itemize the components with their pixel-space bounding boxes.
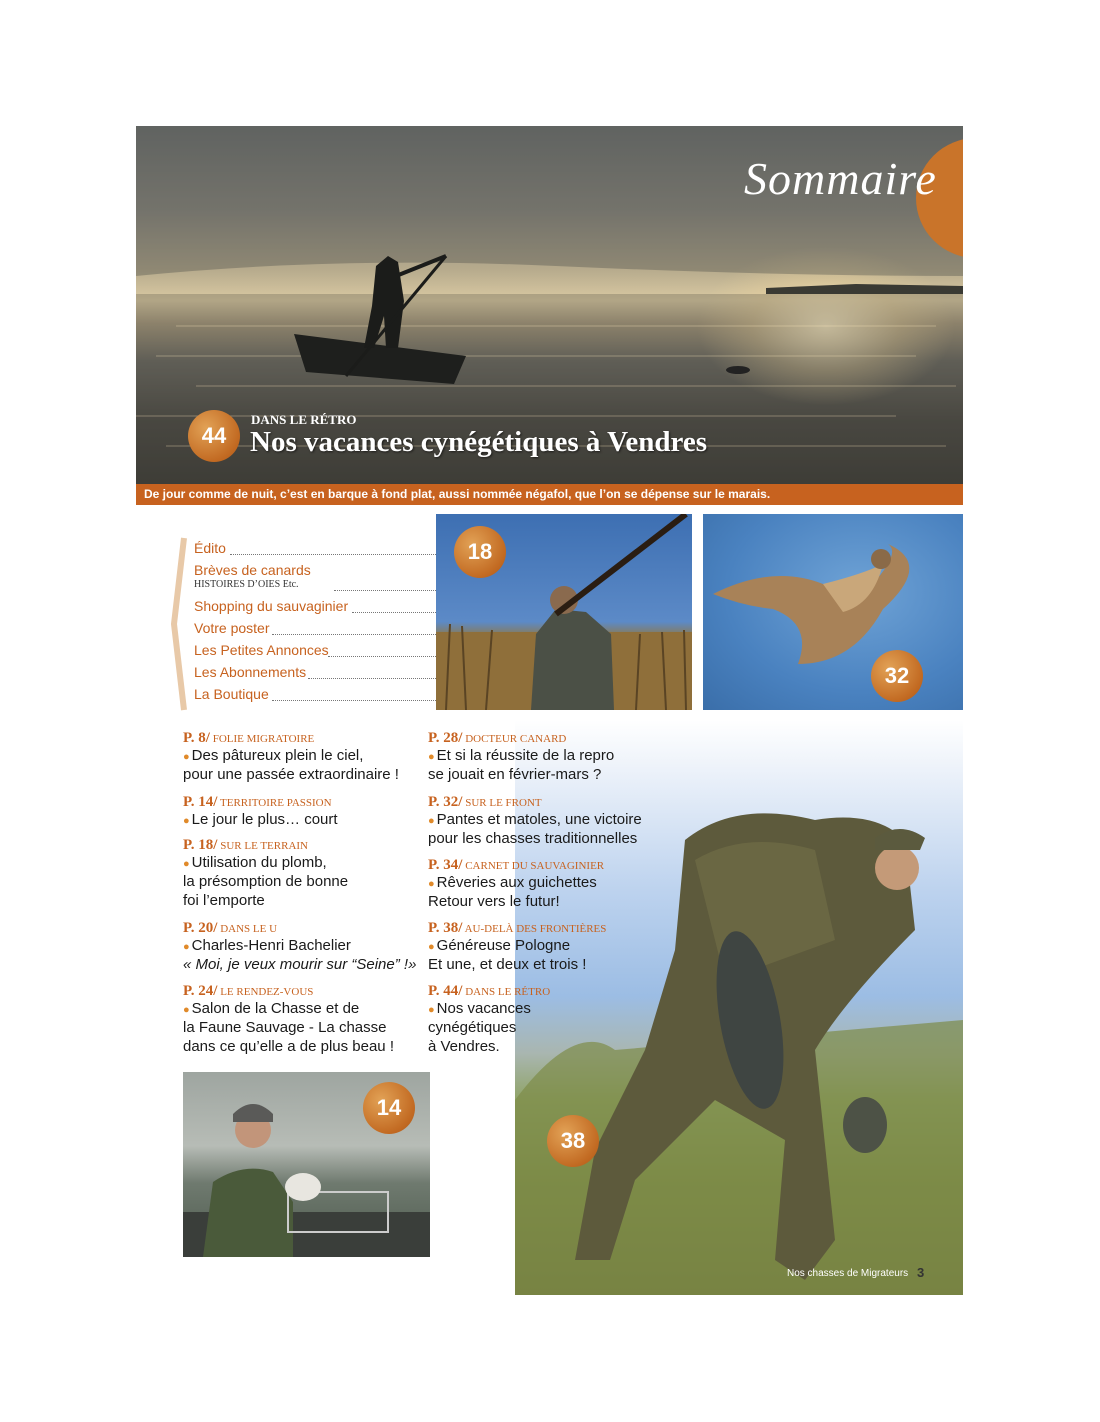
article-page: P. 18/: [183, 837, 218, 853]
article-rubric: TERRITOIRE PASSION: [220, 797, 332, 809]
footer-magazine-name: Nos chasses de Migrateurs: [787, 1268, 909, 1279]
hero-photo: [136, 126, 963, 505]
index-item-annonces[interactable]: Les Petites Annonces: [194, 642, 329, 658]
index-item-breves[interactable]: Brèves de canards: [194, 562, 311, 578]
article-rubric: AU-DELÀ DES FRONTIÈRES: [464, 923, 607, 935]
article-line: ● Rêveries aux guichettes: [428, 874, 597, 891]
article-page: P. 20/: [183, 920, 218, 936]
article-line: à Vendres.: [428, 1038, 500, 1055]
article-line: pour une passée extraordinaire !: [183, 766, 399, 783]
footer-page-number: 3: [917, 1265, 925, 1280]
photo-page-badge: 14: [363, 1082, 415, 1134]
index-item-shopping[interactable]: Shopping du sauvaginier: [194, 598, 349, 614]
hero-title: Nos vacances cynégétiques à Vendres: [250, 426, 708, 458]
article-line: Et une, et deux et trois !: [428, 956, 587, 973]
article-rubric: DOCTEUR CANARD: [465, 733, 567, 745]
index-item-edito[interactable]: Édito: [194, 540, 226, 556]
article-line: ● Pantes et matoles, une victoire: [428, 811, 642, 828]
article-rubric: CARNET DU SAUVAGINIER: [465, 860, 605, 872]
hero-kicker: DANS LE RÉTRO: [251, 412, 357, 427]
article-heading[interactable]: [428, 983, 550, 1000]
photo-38-scene: [515, 720, 963, 1295]
article-rubric: SUR LE TERRAIN: [220, 840, 309, 852]
article-line: « Moi, je veux mourir sur “Seine” !»: [183, 956, 417, 973]
article-line: ● Généreuse Pologne: [428, 937, 571, 954]
article-line: ● Nos vacances: [428, 1000, 531, 1017]
photo-page-badge: 32: [871, 650, 923, 702]
index-item-poster[interactable]: Votre poster: [194, 620, 270, 636]
photo-page-badge: 38: [547, 1115, 599, 1167]
index-item-boutique[interactable]: La Boutique: [194, 686, 269, 702]
index-bracket: [170, 536, 190, 712]
article-line: se jouait en février-mars ?: [428, 766, 602, 783]
article-line: ● Charles-Henri Bachelier: [183, 937, 351, 954]
article-heading[interactable]: [183, 837, 308, 854]
article-page: P. 8/: [183, 730, 210, 746]
article-line: dans ce qu’elle a de plus beau !: [183, 1038, 394, 1055]
article-page: P. 14/: [183, 794, 218, 810]
article-rubric: SUR LE FRONT: [465, 797, 542, 809]
article-line: ● Le jour le plus… court: [183, 811, 338, 828]
article-line: cynégétiques: [428, 1019, 517, 1036]
article-heading[interactable]: [428, 920, 606, 937]
hero-caption: De jour comme de nuit, c’est en barque à fond plat, aussi nommée négafol, que l’on se dépense sur le marais.: [136, 484, 963, 505]
article-rubric: LE RENDEZ-VOUS: [220, 986, 314, 998]
article-heading[interactable]: [428, 794, 542, 811]
hero-page-badge: 44: [188, 410, 240, 462]
photo-hunter-shooting: [436, 514, 692, 710]
article-rubric: FOLIE MIGRATOIRE: [212, 733, 315, 745]
photo-page-badge: 18: [454, 526, 506, 578]
article-line: foi l’emporte: [183, 892, 265, 909]
article-heading[interactable]: [428, 857, 604, 874]
article-page: P. 32/: [428, 794, 463, 810]
article-line: la présomption de bonne: [183, 873, 349, 890]
article-line: ● Salon de la Chasse et de: [183, 1000, 360, 1017]
article-page: P. 44/: [428, 983, 463, 999]
index-subtitle: HISTOIRES D’OIES Etc.: [194, 579, 299, 590]
article-page: P. 24/: [183, 983, 218, 999]
article-line: ● Utilisation du plomb,: [183, 854, 327, 871]
photo-hunter-decoys: [515, 720, 963, 1295]
index-item-abonnements[interactable]: Les Abonnements: [194, 664, 307, 680]
photo-32-scene: [703, 514, 963, 710]
page-title: Sommaire: [744, 153, 937, 204]
article-line: Retour vers le futur!: [428, 893, 560, 910]
article-heading[interactable]: [428, 730, 566, 747]
article-rubric: DANS LE RÉTRO: [465, 986, 551, 998]
article-line: pour les chasses traditionnelles: [428, 830, 638, 847]
photo-bird-flying: [703, 514, 963, 710]
article-heading[interactable]: [183, 730, 314, 747]
article-line: la Faune Sauvage - La chasse: [183, 1019, 387, 1036]
article-heading[interactable]: [183, 983, 313, 1000]
article-heading[interactable]: [183, 920, 277, 937]
article-rubric: DANS LE U: [220, 923, 278, 935]
article-heading[interactable]: [183, 794, 332, 811]
article-line: ● Et si la réussite de la repro: [428, 747, 615, 764]
photo-hunter-cage: [183, 1072, 430, 1257]
article-page: P. 34/: [428, 857, 463, 873]
article-page: P. 38/: [428, 920, 463, 936]
article-line: ● Des pâtureux plein le ciel,: [183, 747, 364, 764]
article-page: P. 28/: [428, 730, 463, 746]
